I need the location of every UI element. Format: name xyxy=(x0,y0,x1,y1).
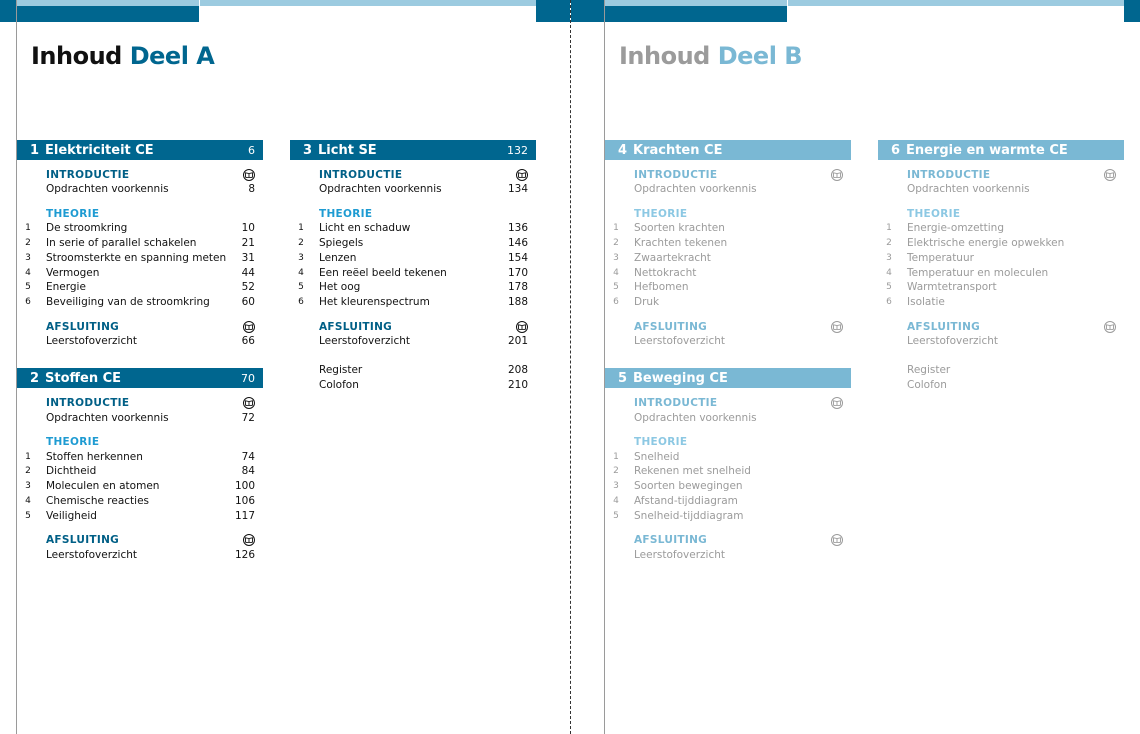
section-label: THEORIE xyxy=(46,207,100,220)
item-title: Temperatuur xyxy=(907,251,974,264)
chapter-number: 3 xyxy=(302,142,312,158)
section-afsluiting xyxy=(17,320,263,334)
section-label: AFSLUITING xyxy=(46,534,120,547)
item-title: Leerstofoverzicht xyxy=(634,334,725,347)
list-item-register[interactable] xyxy=(878,362,1124,377)
item-page: 52 xyxy=(241,281,255,294)
item-title: Het oog xyxy=(319,281,361,294)
list-item[interactable] xyxy=(878,280,1124,295)
item-title: Hefbomen xyxy=(634,281,689,294)
item-number: 4 xyxy=(25,495,31,506)
list-item[interactable] xyxy=(17,236,263,251)
item-number: 3 xyxy=(613,481,619,492)
section-label: THEORIE xyxy=(319,207,373,220)
ebook-icon[interactable] xyxy=(243,397,255,409)
chapter-page: 132 xyxy=(507,143,528,157)
chapter-title: Elektriciteit CE xyxy=(45,142,154,158)
chapter-header[interactable] xyxy=(878,140,1124,160)
item-title: Nettokracht xyxy=(634,266,697,279)
item-title: Beveiliging van de stroomkring xyxy=(46,296,210,309)
top-bar-b-dark-cap xyxy=(605,0,787,6)
item-page: 208 xyxy=(507,363,528,376)
list-item[interactable] xyxy=(605,280,851,295)
list-item[interactable] xyxy=(605,449,851,464)
deel-b-column-2 xyxy=(878,140,1124,392)
item-title: Leerstofoverzicht xyxy=(319,334,410,347)
item-number: 1 xyxy=(25,451,31,462)
item-title: Register xyxy=(319,363,363,376)
item-number: 2 xyxy=(613,237,619,248)
section-afsluiting xyxy=(605,320,851,334)
page-fold-line xyxy=(570,0,571,734)
chapter-page: 6 xyxy=(248,143,255,157)
item-number: 1 xyxy=(886,223,892,234)
list-item[interactable] xyxy=(17,265,263,280)
item-number: 5 xyxy=(298,282,304,293)
item-number: 5 xyxy=(25,510,31,521)
item-title: Moleculen en atomen xyxy=(46,480,160,493)
list-item[interactable] xyxy=(605,464,851,479)
list-item-colofon[interactable] xyxy=(290,377,536,392)
ebook-icon[interactable] xyxy=(516,321,528,333)
list-item[interactable] xyxy=(605,250,851,265)
list-item[interactable] xyxy=(605,265,851,280)
section-label: AFSLUITING xyxy=(634,534,708,547)
item-number: 2 xyxy=(25,237,31,248)
item-page: 178 xyxy=(507,281,528,294)
item-title: Energie-omzetting xyxy=(907,222,1005,235)
list-item[interactable] xyxy=(17,494,263,509)
list-item[interactable] xyxy=(605,547,851,562)
item-title: Soorten bewegingen xyxy=(634,480,743,493)
section-label: THEORIE xyxy=(46,436,100,449)
item-number: 3 xyxy=(298,252,304,263)
section-label: INTRODUCTIE xyxy=(634,169,718,181)
item-number: 2 xyxy=(25,466,31,477)
item-title: Register xyxy=(907,363,951,376)
item-title: De stroomkring xyxy=(46,222,128,235)
item-title: Chemische reacties xyxy=(46,494,150,507)
ebook-icon[interactable] xyxy=(243,321,255,333)
item-title: Afstand-tijddiagram xyxy=(634,494,738,507)
list-item[interactable] xyxy=(17,280,263,295)
list-item[interactable] xyxy=(605,221,851,236)
section-theorie xyxy=(605,207,851,221)
chapter-title: Licht SE xyxy=(318,142,377,158)
item-title: Leerstofoverzicht xyxy=(907,334,998,347)
top-bar-a-light xyxy=(200,0,536,6)
item-page: 146 xyxy=(507,236,528,249)
item-title: Opdrachten voorkennis xyxy=(319,183,442,196)
item-number: 4 xyxy=(613,495,619,506)
section-label: INTRODUCTIE xyxy=(634,397,718,410)
ebook-icon[interactable] xyxy=(831,321,843,333)
title-a-prefix: Inhoud xyxy=(31,42,122,70)
list-item[interactable] xyxy=(17,508,263,523)
ebook-icon[interactable] xyxy=(831,169,843,181)
item-title: Dichtheid xyxy=(46,465,97,478)
section-label: INTRODUCTIE xyxy=(319,169,403,181)
item-title: Opdrachten voorkennis xyxy=(907,183,1030,196)
list-item-colofon[interactable] xyxy=(878,377,1124,392)
top-bar-a-right xyxy=(536,0,570,22)
chapter-header[interactable] xyxy=(290,140,536,160)
item-number: 2 xyxy=(886,237,892,248)
ebook-icon[interactable] xyxy=(243,169,255,181)
item-title: Opdrachten voorkennis xyxy=(46,411,169,424)
list-item[interactable] xyxy=(605,295,851,310)
item-page: 100 xyxy=(234,480,255,493)
item-title: Een reëel beeld tekenen xyxy=(319,266,447,279)
list-item[interactable] xyxy=(878,334,1124,349)
list-item[interactable] xyxy=(878,236,1124,251)
item-number: 3 xyxy=(886,252,892,263)
item-number: 5 xyxy=(886,282,892,293)
item-title: Leerstofoverzicht xyxy=(634,548,725,561)
section-theorie xyxy=(290,207,536,221)
item-number: 2 xyxy=(298,237,304,248)
list-item[interactable] xyxy=(605,236,851,251)
chapter-title: Stoffen CE xyxy=(45,370,122,386)
section-introductie xyxy=(605,396,851,410)
item-title: Colofon xyxy=(319,378,359,391)
item-title: Zwaartekracht xyxy=(634,251,711,264)
section-theorie xyxy=(878,207,1124,221)
item-title: Het kleurenspectrum xyxy=(319,296,430,309)
list-item[interactable] xyxy=(17,464,263,479)
section-label: AFSLUITING xyxy=(46,320,120,333)
list-item-register[interactable] xyxy=(290,362,536,377)
item-number: 6 xyxy=(886,297,892,308)
list-item[interactable] xyxy=(290,295,536,310)
item-page: 8 xyxy=(248,183,255,196)
item-title: Warmtetransport xyxy=(907,281,997,294)
item-title: Isolatie xyxy=(907,296,945,309)
section-introductie xyxy=(17,168,263,182)
item-number: 1 xyxy=(25,223,31,234)
section-theorie xyxy=(17,207,263,221)
list-item[interactable] xyxy=(605,508,851,523)
item-number: 3 xyxy=(613,252,619,263)
item-title: Spiegels xyxy=(319,236,364,249)
item-page: 66 xyxy=(241,334,255,347)
item-number: 6 xyxy=(25,297,31,308)
item-number: 5 xyxy=(613,510,619,521)
section-introductie xyxy=(878,168,1124,182)
chapter-number: 4 xyxy=(617,142,627,158)
section-label: INTRODUCTIE xyxy=(907,169,991,181)
item-number: 4 xyxy=(613,267,619,278)
chapter-number: 2 xyxy=(29,370,39,386)
chapter-number: 6 xyxy=(890,142,900,158)
chapter-header[interactable] xyxy=(605,368,851,388)
item-title: Druk xyxy=(634,296,660,309)
list-item[interactable] xyxy=(605,410,851,425)
section-label: THEORIE xyxy=(634,207,688,220)
item-title: Elektrische energie opwekken xyxy=(907,236,1065,249)
item-title: Vermogen xyxy=(46,266,100,279)
item-title: Veiligheid xyxy=(46,509,97,522)
list-item[interactable] xyxy=(878,295,1124,310)
item-page: 117 xyxy=(234,509,255,522)
item-number: 3 xyxy=(25,252,31,263)
item-title: Opdrachten voorkennis xyxy=(46,183,169,196)
section-introductie xyxy=(290,168,536,182)
chapter-page: 70 xyxy=(241,371,255,385)
item-number: 6 xyxy=(613,297,619,308)
list-item[interactable] xyxy=(17,547,263,562)
list-item[interactable] xyxy=(878,182,1124,197)
list-item[interactable] xyxy=(17,221,263,236)
list-item[interactable] xyxy=(878,265,1124,280)
item-number: 4 xyxy=(298,267,304,278)
list-item[interactable] xyxy=(17,334,263,349)
item-page: 188 xyxy=(507,296,528,309)
item-title: Opdrachten voorkennis xyxy=(634,411,757,424)
list-item[interactable] xyxy=(17,295,263,310)
item-page: 126 xyxy=(234,548,255,561)
item-page: 31 xyxy=(241,251,255,264)
item-title: Snelheid-tijddiagram xyxy=(634,509,744,522)
item-number: 3 xyxy=(25,481,31,492)
chapter-number: 1 xyxy=(29,142,39,158)
list-item[interactable] xyxy=(17,479,263,494)
list-item[interactable] xyxy=(605,479,851,494)
item-number: 1 xyxy=(613,451,619,462)
list-item[interactable] xyxy=(605,182,851,197)
item-page: 84 xyxy=(241,465,255,478)
ebook-icon[interactable] xyxy=(1104,321,1116,333)
list-item[interactable] xyxy=(290,280,536,295)
top-bar-b-right xyxy=(1124,0,1140,22)
item-page: 136 xyxy=(507,222,528,235)
deel-b-column-1 xyxy=(605,140,851,562)
section-label: AFSLUITING xyxy=(634,320,708,333)
chapter-title: Energie en warmte CE xyxy=(906,142,1068,158)
section-theorie xyxy=(605,435,851,449)
title-a-suffix: Deel A xyxy=(129,42,215,70)
item-title: Licht en schaduw xyxy=(319,222,411,235)
list-item[interactable] xyxy=(290,182,536,197)
item-page: 134 xyxy=(507,183,528,196)
item-number: 5 xyxy=(613,282,619,293)
item-number: 1 xyxy=(613,223,619,234)
list-item[interactable] xyxy=(290,236,536,251)
item-number: 6 xyxy=(298,297,304,308)
item-page: 106 xyxy=(234,494,255,507)
item-page: 60 xyxy=(241,296,255,309)
section-afsluiting xyxy=(605,533,851,547)
item-page: 74 xyxy=(241,450,255,463)
item-title: Leerstofoverzicht xyxy=(46,334,137,347)
ebook-icon[interactable] xyxy=(1104,169,1116,181)
item-title: Energie xyxy=(46,281,86,294)
chapter-header[interactable] xyxy=(605,140,851,160)
item-title: In serie of parallel schakelen xyxy=(46,236,197,249)
deel-a-column-2 xyxy=(290,140,536,392)
list-item[interactable] xyxy=(17,250,263,265)
chapter-number: 5 xyxy=(617,370,627,386)
list-item[interactable] xyxy=(17,410,263,425)
section-theorie xyxy=(17,435,263,449)
item-title: Rekenen met snelheid xyxy=(634,465,751,478)
item-title: Stoffen herkennen xyxy=(46,450,143,463)
item-page: 72 xyxy=(241,411,255,424)
item-page: 170 xyxy=(507,266,528,279)
item-number: 2 xyxy=(613,466,619,477)
ebook-icon[interactable] xyxy=(516,169,528,181)
item-number: 4 xyxy=(886,267,892,278)
section-label: THEORIE xyxy=(907,207,961,220)
item-number: 4 xyxy=(25,267,31,278)
section-label: INTRODUCTIE xyxy=(46,397,130,410)
list-item[interactable] xyxy=(17,449,263,464)
item-title: Stroomsterkte en spanning meten xyxy=(46,251,227,264)
title-b-prefix: Inhoud xyxy=(619,42,710,70)
ebook-icon[interactable] xyxy=(831,397,843,409)
chapter-title: Krachten CE xyxy=(633,142,723,158)
section-label: AFSLUITING xyxy=(907,320,981,333)
item-page: 154 xyxy=(507,251,528,264)
top-bar-b-left xyxy=(571,0,604,22)
section-introductie xyxy=(605,168,851,182)
ebook-icon[interactable] xyxy=(831,534,843,546)
item-page: 10 xyxy=(241,222,255,235)
deel-a-column-1 xyxy=(17,140,263,562)
item-title: Leerstofoverzicht xyxy=(46,548,137,561)
item-title: Colofon xyxy=(907,378,947,391)
item-title: Soorten krachten xyxy=(634,222,725,235)
section-afsluiting xyxy=(878,320,1124,334)
item-title: Opdrachten voorkennis xyxy=(634,183,757,196)
chapter-header[interactable] xyxy=(17,368,263,388)
section-label: THEORIE xyxy=(634,436,688,449)
list-item[interactable] xyxy=(290,265,536,280)
title-b-suffix: Deel B xyxy=(717,42,803,70)
item-page: 201 xyxy=(507,334,528,347)
list-item[interactable] xyxy=(290,334,536,349)
list-item[interactable] xyxy=(17,182,263,197)
section-label: AFSLUITING xyxy=(319,320,393,333)
section-afsluiting xyxy=(290,320,536,334)
item-page: 21 xyxy=(241,236,255,249)
list-item[interactable] xyxy=(605,334,851,349)
list-item[interactable] xyxy=(605,494,851,509)
list-item[interactable] xyxy=(290,221,536,236)
ebook-icon[interactable] xyxy=(243,534,255,546)
item-number: 5 xyxy=(25,282,31,293)
top-bar-left xyxy=(0,0,17,22)
list-item[interactable] xyxy=(290,250,536,265)
section-afsluiting xyxy=(17,533,263,547)
item-title: Krachten tekenen xyxy=(634,236,728,249)
page-title-b xyxy=(619,42,802,70)
section-introductie xyxy=(17,396,263,410)
page-title-a xyxy=(31,42,214,70)
section-label: INTRODUCTIE xyxy=(46,169,130,181)
item-title: Temperatuur en moleculen xyxy=(907,266,1049,279)
item-page: 44 xyxy=(241,266,255,279)
chapter-header[interactable] xyxy=(17,140,263,160)
top-bar-b-light xyxy=(788,0,1124,6)
chapter-title: Beweging CE xyxy=(633,370,728,386)
item-title: Snelheid xyxy=(634,450,680,463)
list-item[interactable] xyxy=(878,221,1124,236)
top-bar-a-dark-cap xyxy=(17,0,199,6)
item-page: 210 xyxy=(507,378,528,391)
item-title: Lenzen xyxy=(319,251,357,264)
item-number: 1 xyxy=(298,223,304,234)
list-item[interactable] xyxy=(878,250,1124,265)
